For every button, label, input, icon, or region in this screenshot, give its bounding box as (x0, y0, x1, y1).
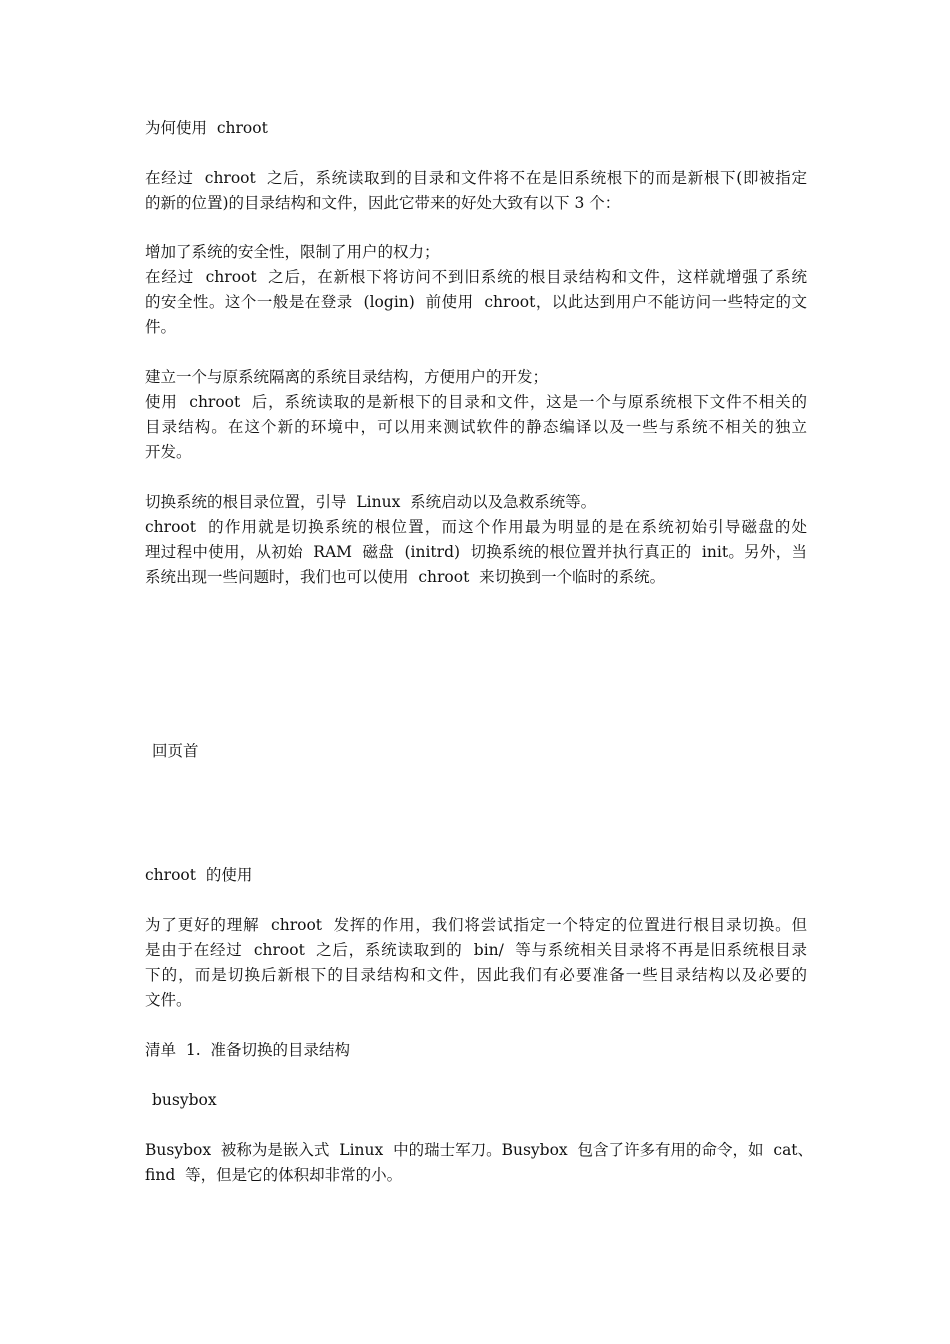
paragraph-line: 的新的位置)的目录结构和文件，因此它带来的好处大致有以下 3 个： (145, 194, 621, 212)
paragraph-line: 理过程中使用，从初始 RAM 磁盘 (initrd) 切换系统的根位置并执行真正的 init。另外，当 (145, 543, 807, 561)
section-heading: 为何使用 chroot (145, 119, 268, 137)
section-heading: chroot 的使用 (145, 866, 253, 884)
paragraph-line: 目录结构。在这个新的环境中，可以用来测试软件的静态编译以及一些与系统不相关的独立 (145, 418, 807, 436)
back-to-top-link[interactable]: 回页首 (152, 742, 199, 760)
paragraph-line: 在经过 chroot 之后，在新根下将访问不到旧系统的根目录结构和文件，这样就增强了系统 (145, 268, 807, 286)
paragraph-line: 为了更好的理解 chroot 发挥的作用，我们将尝试指定一个特定的位置进行根目录切换。但 (145, 916, 807, 934)
paragraph-line: 件。 (145, 318, 177, 336)
busybox-label: busybox (152, 1091, 217, 1109)
paragraph-line: 使用 chroot 后，系统读取的是新根下的目录和文件，这是一个与原系统根下文件不相关的 (145, 393, 807, 411)
paragraph-line: 在经过 chroot 之后，系统读取到的目录和文件将不在是旧系统根下的而是新根下(即被指定 (145, 169, 807, 187)
paragraph-line: 开发。 (145, 443, 192, 461)
benefit-title: 建立一个与原系统隔离的系统目录结构，方便用户的开发； (145, 368, 549, 386)
paragraph-line: 下的，而是切换后新根下的目录结构和文件，因此我们有必要准备一些目录结构以及必要的 (145, 966, 807, 984)
paragraph-line: Busybox 被称为是嵌入式 Linux 中的瑞士军刀。Busybox 包含了许多有用的命令，如 cat、 (145, 1141, 814, 1159)
listing-caption: 清单 1. 准备切换的目录结构 (145, 1041, 350, 1059)
paragraph-line: 是由于在经过 chroot 之后，系统读取到的 bin/ 等与系统相关目录将不再是旧系统根目录 (145, 941, 807, 959)
benefit-title: 切换系统的根目录位置，引导 Linux 系统启动以及急救系统等。 (145, 493, 597, 511)
paragraph-line: chroot 的作用就是切换系统的根位置，而这个作用最为明显的是在系统初始引导磁盘的处 (145, 518, 807, 536)
paragraph-line: find 等，但是它的体积却非常的小。 (145, 1166, 403, 1184)
paragraph-line: 文件。 (145, 991, 192, 1009)
paragraph-line: 系统出现一些问题时，我们也可以使用 chroot 来切换到一个临时的系统。 (145, 568, 666, 586)
benefit-title: 增加了系统的安全性，限制了用户的权力； (145, 243, 440, 261)
paragraph-line: 的安全性。这个一般是在登录 (login) 前使用 chroot，以此达到用户不能访问一些特定的文 (145, 293, 807, 311)
